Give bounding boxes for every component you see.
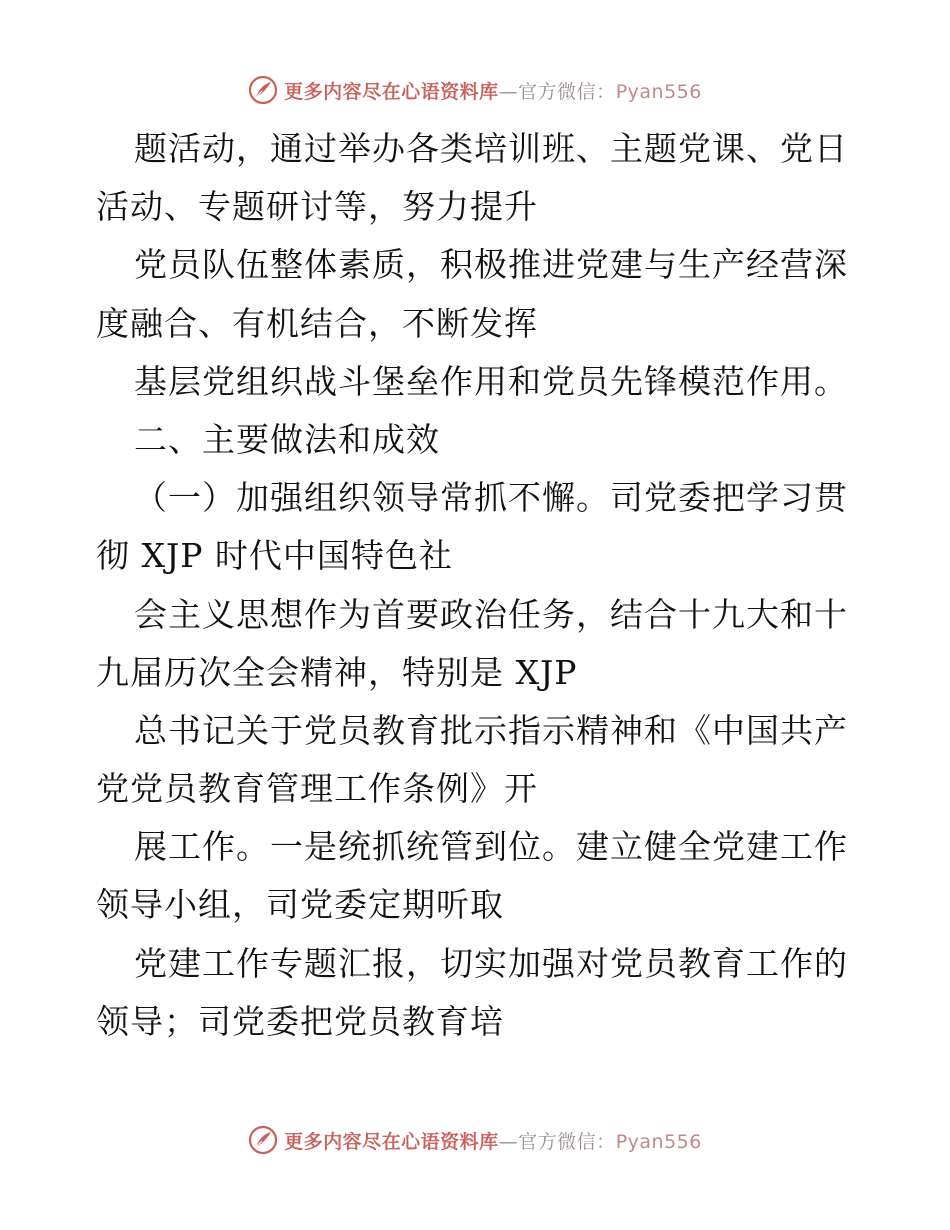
watermark-brand: 更多内容尽在心语资料库 (284, 1130, 499, 1153)
text-line: 领导；司党委把党员教育培 (96, 1001, 504, 1041)
footer-watermark (0, 1120, 950, 1160)
text-line: 基层党组织战斗堡垒作用和党员先锋模范作用。 (134, 361, 848, 401)
text-line: 领导小组，司党委定期听取 (96, 885, 504, 925)
feather-pen-logo-icon (248, 1125, 278, 1155)
text-line: 度融合、有机结合，不断发挥 (96, 303, 538, 343)
text-line: 党建工作专题汇报，切实加强对党员教育工作的 (134, 943, 848, 983)
text-line: 二、主要做法和成效 (134, 419, 440, 459)
text-line: 展工作。一是统抓统管到位。建立健全党建工作 (134, 827, 848, 867)
watermark-text (284, 77, 702, 104)
text-line: 党党员教育管理工作条例》开 (96, 769, 538, 809)
text-line: 会主义思想作为首要政治任务，结合十九大和十 (134, 594, 848, 634)
document-body (96, 120, 856, 1051)
text-line: 党员队伍整体素质，积极推进党建与生产经营深 (134, 245, 848, 285)
watermark-label: 官方微信： (518, 1130, 616, 1153)
text-line: 题活动，通过举办各类培训班、主题党课、党日 (134, 129, 848, 168)
watermark-brand: 更多内容尽在心语资料库 (284, 80, 499, 103)
text-line: 彻 XJP 时代中国特色社 (96, 536, 453, 576)
watermark-code: Pyan556 (615, 1130, 702, 1153)
watermark-label: 官方微信： (518, 80, 616, 103)
feather-pen-logo-icon (248, 75, 278, 105)
watermark-code: Pyan556 (615, 80, 702, 103)
watermark-separator: — (498, 1130, 519, 1153)
text-line: （一）加强组织领导常抓不懈。司党委把学习贯 (134, 478, 848, 518)
text-line: 活动、专题研讨等，努力提升 (96, 187, 538, 227)
watermark-text (284, 1127, 702, 1154)
header-watermark (0, 70, 950, 110)
watermark-separator: — (498, 80, 519, 103)
text-line: 总书记关于党员教育批示指示精神和《中国共产 (134, 710, 848, 750)
text-line: 九届历次全会精神，特别是 XJP (96, 652, 578, 692)
